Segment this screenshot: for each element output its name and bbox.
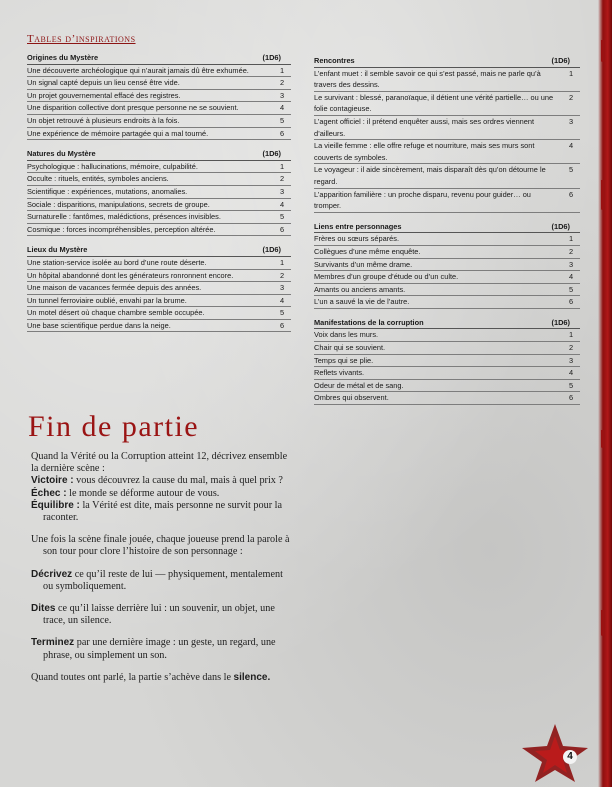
- table-row: [314, 92, 580, 116]
- table-rows: [27, 257, 291, 333]
- table-die: (1D6): [262, 245, 281, 255]
- outcome-keyword: Échec :: [31, 487, 67, 499]
- table-die: (1D6): [262, 53, 281, 62]
- row-number: 4: [568, 141, 574, 151]
- row-text: L’apparition familière : un proche disparu, revenu pour guider… ou tromper.: [314, 189, 531, 211]
- table-title: Natures du Mystère: [27, 149, 96, 159]
- row-number: 3: [279, 90, 285, 100]
- table-row: [27, 211, 291, 224]
- step-terminez: [31, 637, 295, 661]
- step-text: ce qu’il reste de lui — physiquement, mentalement ou symboliquement.: [43, 568, 283, 592]
- table-row: [27, 161, 291, 174]
- row-text: Un motel désert où chaque chambre semble occupée.: [27, 308, 205, 318]
- row-text: Odeur de métal et de sang.: [314, 380, 404, 390]
- row-number: 2: [279, 78, 285, 88]
- row-number: 6: [279, 224, 285, 234]
- table-rencontres: [314, 55, 580, 213]
- row-number: 3: [568, 355, 574, 365]
- table-rows: [314, 233, 580, 309]
- row-number: 4: [279, 103, 285, 113]
- outcome-text: le monde se déforme autour de vous.: [66, 487, 220, 499]
- outcome-keyword: Équilibre :: [31, 499, 80, 511]
- step-text: par une dernière image : un geste, un regard, une phrase, ou simplement un son.: [43, 637, 276, 661]
- row-number: 2: [568, 92, 574, 102]
- row-text: Temps qui se plie.: [314, 355, 374, 365]
- table-row: [27, 186, 291, 199]
- row-text: Un signal capté depuis un lieu censé être vide.: [27, 78, 180, 88]
- closing-text: Quand toutes ont parlé, la partie s’achève dans le: [31, 671, 234, 683]
- intro-paragraph: Quand la Vérité ou la Corruption atteint 12, décrivez ensemble la dernière scène :: [31, 451, 288, 475]
- row-text: Le survivant : blessé, paranoïaque, il détient une vérité partielle… ou une folie contagieuse.: [314, 92, 554, 114]
- table-header: [27, 52, 291, 65]
- row-text: Ombres qui observent.: [314, 393, 389, 403]
- row-text: Un tunnel ferroviaire oublié, envahi par la brume.: [27, 295, 187, 305]
- row-number: 1: [279, 161, 285, 171]
- row-text: Surnaturelle : fantômes, malédictions, présences invisibles.: [27, 212, 221, 222]
- row-text: Une disparition collective dont presque personne ne se souvient.: [27, 103, 239, 113]
- outcome-keyword: Victoire :: [31, 475, 74, 487]
- blood-drip-decoration: [601, 180, 604, 210]
- left-tables-column: [27, 52, 291, 340]
- table-row: [314, 140, 580, 164]
- row-text: Scientifique : expériences, mutations, anomalies.: [27, 186, 188, 196]
- table-row: [27, 128, 291, 141]
- table-die: (1D6): [551, 317, 570, 327]
- row-text: Un objet retrouvé à plusieurs endroits à la fois.: [27, 115, 180, 125]
- row-number: 5: [568, 380, 574, 390]
- table-row: [314, 116, 580, 140]
- table-row: [314, 367, 580, 380]
- row-text: Voix dans les murs.: [314, 330, 379, 340]
- table-title: Manifestations de la corruption: [314, 317, 424, 327]
- row-number: 6: [568, 393, 574, 403]
- table-row: [314, 233, 580, 246]
- table-liens: [314, 221, 580, 309]
- row-number: 2: [568, 343, 574, 353]
- row-number: 1: [568, 330, 574, 340]
- row-text: Survivants d’un même drame.: [314, 259, 413, 269]
- row-text: Reflets vivants.: [314, 368, 365, 378]
- row-number: 6: [279, 320, 285, 330]
- blood-edge-decoration: [598, 0, 612, 787]
- table-row: [27, 65, 291, 78]
- table-header: [314, 221, 580, 234]
- row-text: Une maison de vacances fermée depuis des années.: [27, 283, 202, 293]
- row-number: 1: [279, 65, 285, 75]
- row-text: Collègues d’une même enquête.: [314, 246, 421, 256]
- table-rows: [27, 65, 291, 141]
- table-row: [314, 189, 580, 213]
- row-number: 2: [279, 174, 285, 184]
- table-die: (1D6): [551, 56, 570, 65]
- outcome-text: la Vérité est dite, mais personne ne survit pour la raconter.: [43, 499, 282, 524]
- table-row: [27, 115, 291, 128]
- table-lieux: [27, 244, 291, 332]
- table-title: Liens entre personnages: [314, 221, 402, 231]
- step-keyword: Décrivez: [31, 568, 73, 580]
- table-row: [27, 282, 291, 295]
- outcome-victoire: [31, 475, 295, 487]
- closing-keyword: silence.: [233, 671, 271, 683]
- row-number: 6: [279, 128, 285, 138]
- table-row: [314, 296, 580, 309]
- table-rows: [27, 161, 291, 237]
- row-number: 2: [568, 246, 574, 256]
- row-text: L’un a sauvé la vie de l’autre.: [314, 297, 410, 307]
- table-row: [314, 259, 580, 272]
- step-dites: [31, 603, 295, 627]
- page-number: 4: [563, 750, 577, 764]
- table-rows: [314, 68, 580, 213]
- row-text: L’enfant muet : il semble savoir ce qui s’est passé, mais ne parle qu’à travers des dessins.: [314, 68, 541, 90]
- table-header: [27, 148, 291, 161]
- table-row: [27, 320, 291, 333]
- row-number: 5: [568, 165, 574, 175]
- row-number: 4: [568, 368, 574, 378]
- row-number: 1: [279, 257, 285, 267]
- table-row: [314, 164, 580, 188]
- row-text: La vieille femme : elle offre refuge et nourriture, mais ses murs sont couverts de symboles.: [314, 141, 535, 162]
- table-natures: [27, 148, 291, 236]
- table-row: [314, 329, 580, 342]
- row-text: Un hôpital abandonné dont les générateurs ronronnent encore.: [27, 270, 234, 280]
- table-row: [27, 90, 291, 103]
- row-text: Chair qui se souvient.: [314, 343, 386, 353]
- row-number: 4: [279, 199, 285, 209]
- row-text: Un projet gouvernemental effacé des registres.: [27, 90, 181, 100]
- step-keyword: Dites: [31, 603, 56, 615]
- row-number: 5: [279, 212, 285, 222]
- row-text: Sociale : disparitions, manipulations, secrets de groupe.: [27, 199, 210, 209]
- table-row: [27, 295, 291, 308]
- blood-drip-decoration: [601, 40, 604, 62]
- table-row: [27, 102, 291, 115]
- tables-section-title: Tables d’inspirations: [27, 33, 136, 45]
- row-number: 5: [279, 308, 285, 318]
- table-die: (1D6): [551, 221, 570, 231]
- row-text: Une station-service isolée au bord d’une route déserte.: [27, 257, 207, 267]
- table-row: [314, 380, 580, 393]
- table-die: (1D6): [262, 149, 281, 159]
- fin-de-partie-heading: Fin de partie: [28, 410, 200, 443]
- row-text: Une expérience de mémoire partagée qui a mal tourné.: [27, 128, 209, 138]
- table-row: [27, 199, 291, 212]
- pentagram-emblem-icon: [520, 722, 590, 784]
- table-title: Origines du Mystère: [27, 53, 99, 62]
- table-row: [27, 224, 291, 237]
- row-text: Frères ou sœurs séparés.: [314, 234, 400, 244]
- row-text: Occulte : rituels, entités, symboles anciens.: [27, 174, 169, 184]
- row-number: 3: [568, 259, 574, 269]
- table-header: [314, 317, 580, 330]
- table-row: [314, 342, 580, 355]
- table-title: Rencontres: [314, 56, 355, 65]
- row-number: 3: [279, 283, 285, 293]
- table-title: Lieux du Mystère: [27, 245, 88, 255]
- row-text: Cosmique : forces incompréhensibles, perception altérée.: [27, 224, 216, 234]
- table-row: [314, 68, 580, 92]
- right-tables-column: [314, 55, 580, 413]
- table-row: [314, 271, 580, 284]
- row-number: 5: [279, 115, 285, 125]
- table-row: [314, 392, 580, 405]
- row-number: 1: [568, 234, 574, 244]
- row-number: 1: [568, 68, 574, 78]
- row-text: Membres d’un groupe d’étude ou d’un culte.: [314, 272, 459, 282]
- table-row: [27, 307, 291, 320]
- row-number: 3: [279, 186, 285, 196]
- table-row: [314, 246, 580, 259]
- outcome-echec: [31, 488, 295, 500]
- table-rows: [314, 329, 580, 405]
- table-row: [27, 270, 291, 283]
- step-keyword: Terminez: [31, 637, 75, 649]
- table-row: [314, 355, 580, 368]
- row-text: Une découverte archéologique qui n’aurait jamais dû être exhumée.: [27, 65, 249, 75]
- table-row: [314, 284, 580, 297]
- row-text: Le voyageur : il aide sincèrement, mais disparaît dès qu’on détourne le regard.: [314, 165, 546, 186]
- row-number: 2: [279, 270, 285, 280]
- blood-drip-decoration: [601, 430, 604, 448]
- turn-paragraph: Une fois la scène finale jouée, chaque joueuse prend la parole à son tour pour clore l’histoire de son personnage :: [31, 534, 290, 558]
- row-number: 3: [568, 116, 574, 126]
- table-corruption: [314, 317, 580, 405]
- row-text: L’agent officiel : il prétend enquêter aussi, mais ses ordres viennent d’ailleurs.: [314, 116, 535, 138]
- fin-de-partie-body: [31, 451, 295, 694]
- table-row: [27, 77, 291, 90]
- step-text: ce qu’il laisse derrière lui : un souvenir, un objet, une trace, un silence.: [43, 603, 275, 627]
- table-header: [314, 55, 580, 68]
- step-decrivez: [31, 569, 295, 593]
- table-row: [27, 173, 291, 186]
- outcome-equilibre: [31, 500, 295, 524]
- outcome-text: vous découvrez la cause du mal, mais à quel prix ?: [73, 475, 283, 487]
- row-number: 6: [568, 189, 574, 199]
- row-number: 4: [279, 295, 285, 305]
- blood-drip-decoration: [601, 610, 604, 636]
- table-row: [27, 257, 291, 270]
- row-number: 4: [568, 272, 574, 282]
- row-text: Psychologique : hallucinations, mémoire, culpabilité.: [27, 161, 198, 171]
- row-number: 6: [568, 297, 574, 307]
- row-text: Amants ou anciens amants.: [314, 284, 406, 294]
- table-origines: [27, 52, 291, 140]
- table-header: [27, 244, 291, 257]
- closing-paragraph: [31, 672, 295, 684]
- row-number: 5: [568, 284, 574, 294]
- row-text: Une base scientifique perdue dans la neige.: [27, 320, 171, 330]
